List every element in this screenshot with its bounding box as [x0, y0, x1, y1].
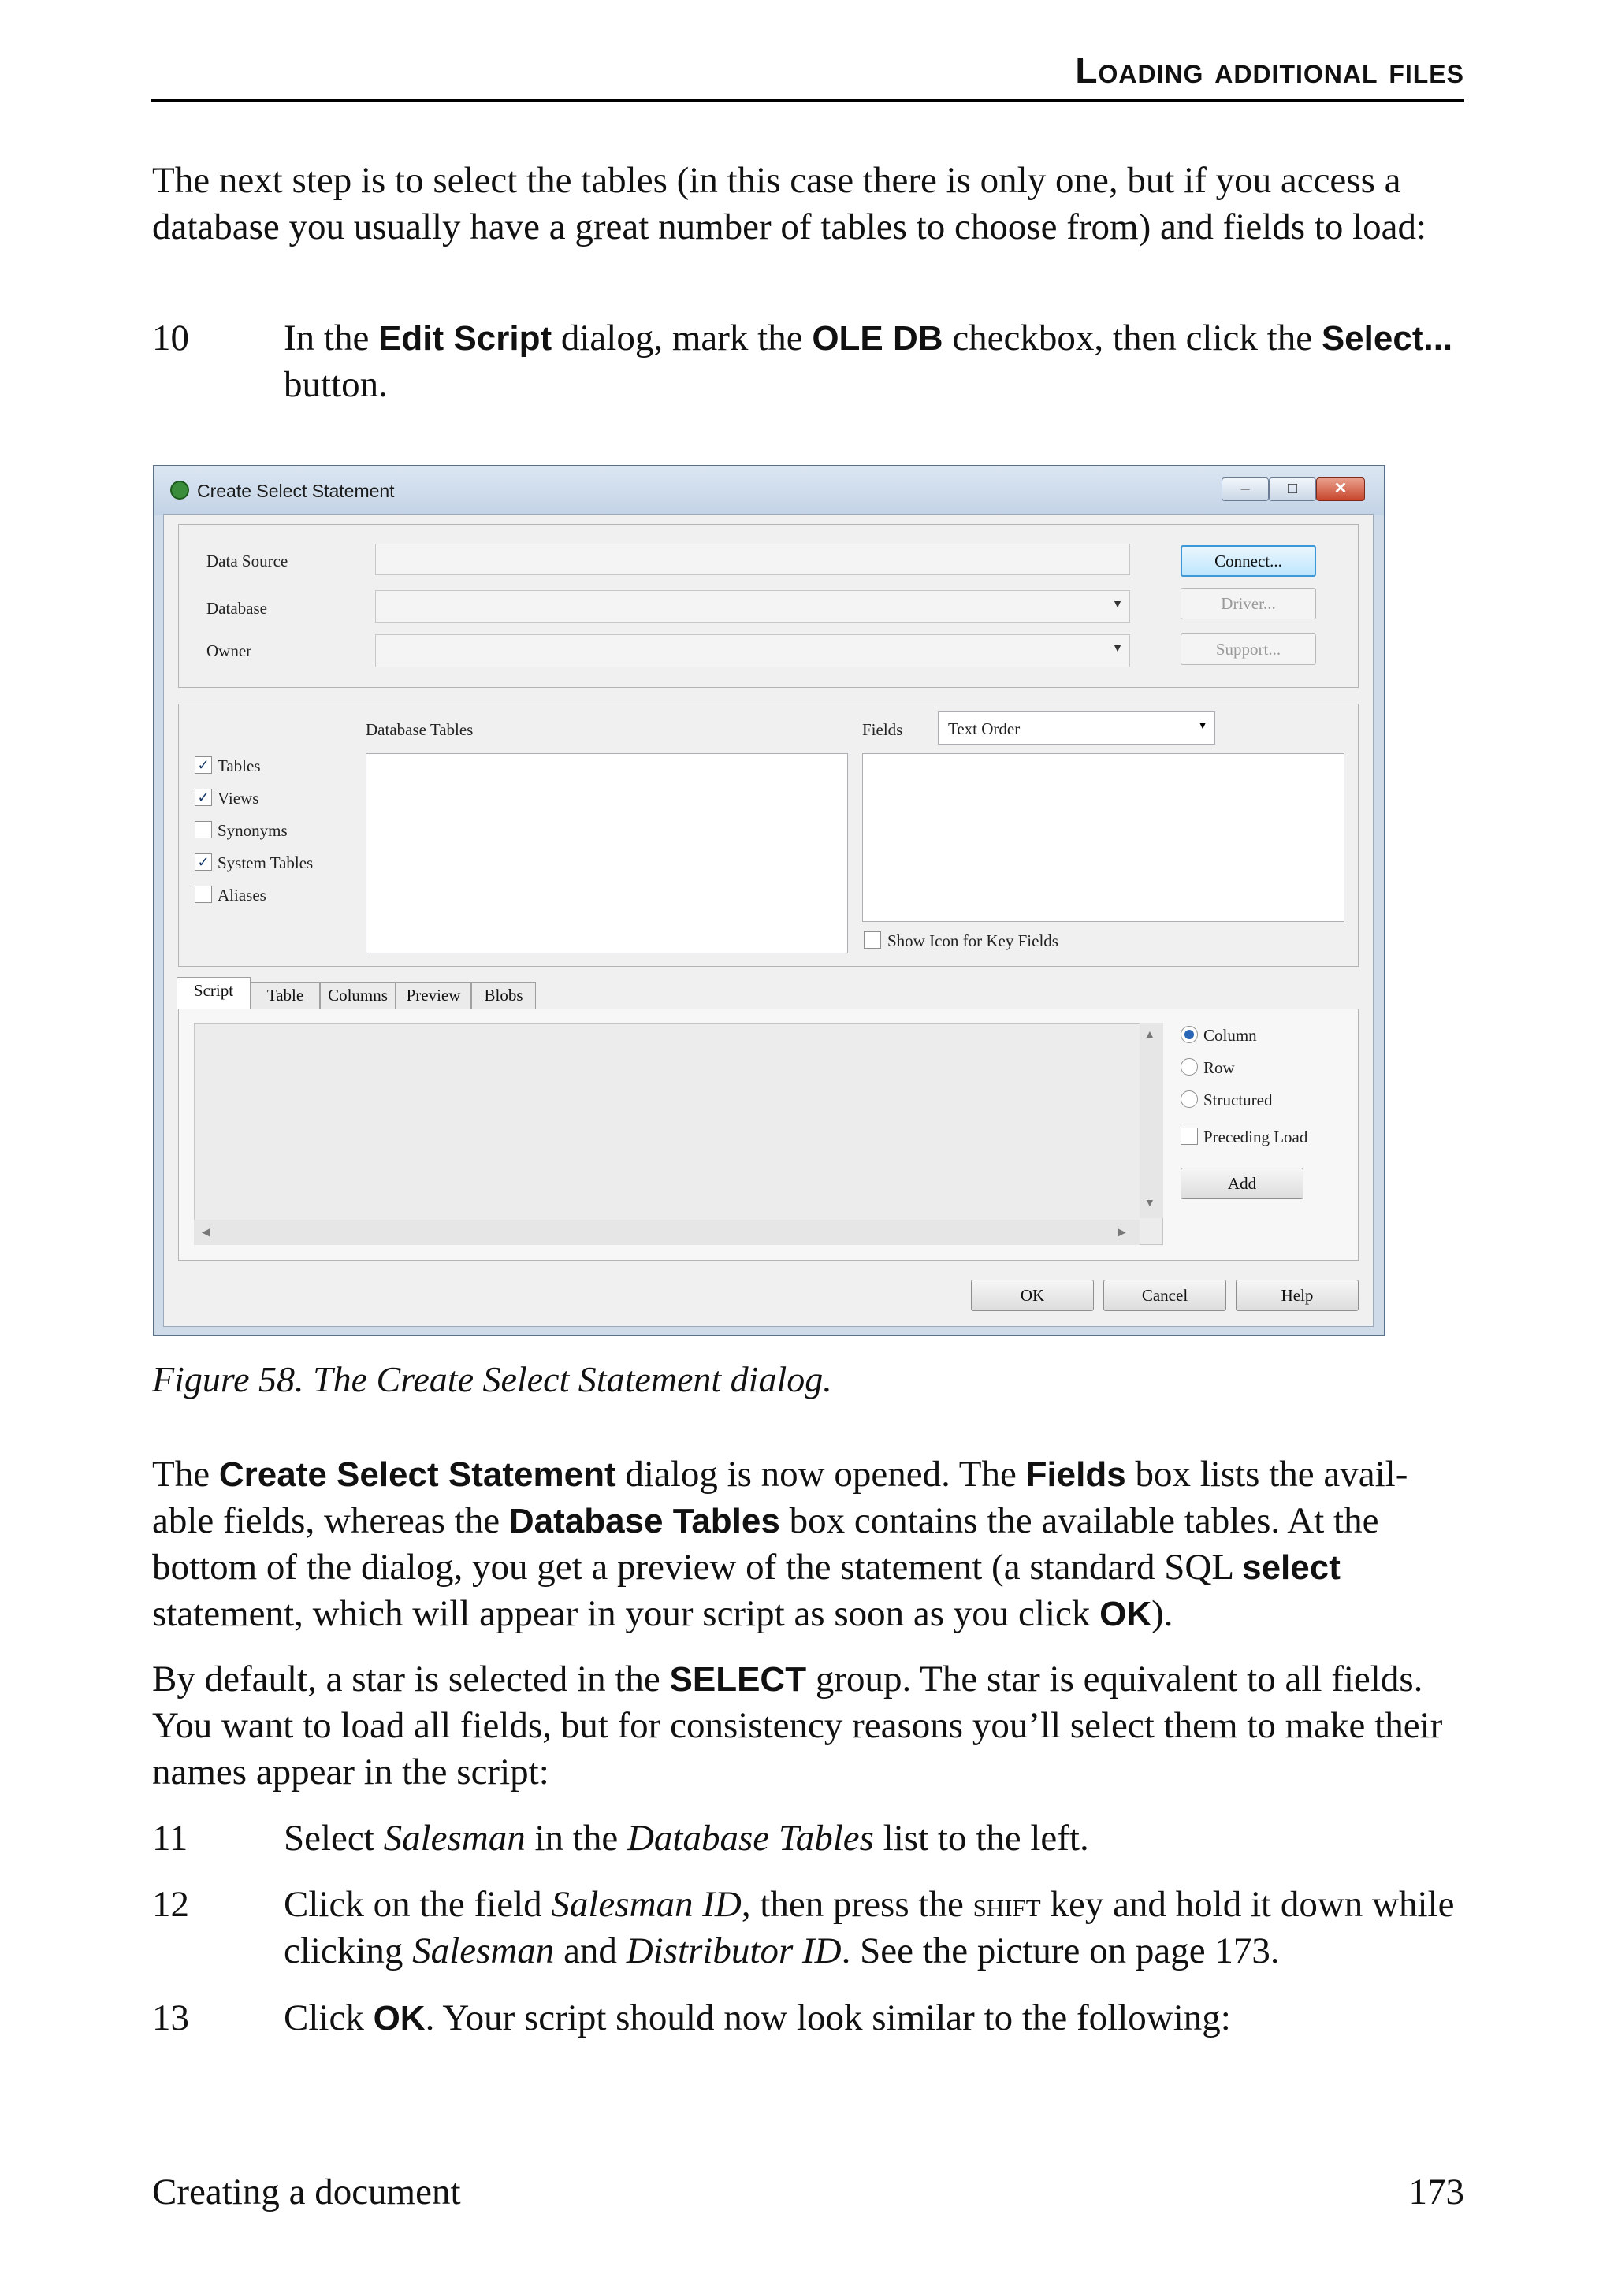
preceding-load-checkbox[interactable] — [1181, 1128, 1198, 1145]
views-checkbox-label: Views — [218, 789, 259, 808]
row-radio[interactable] — [1181, 1058, 1198, 1076]
vertical-scrollbar[interactable] — [1140, 1023, 1163, 1218]
step-13-text: Click OK. Your script should now look similar to the following: — [284, 1997, 1231, 2038]
views-checkbox[interactable]: ✓ — [195, 789, 212, 806]
help-button[interactable]: Help — [1236, 1280, 1359, 1311]
system-tables-checkbox-label: System Tables — [218, 853, 314, 872]
running-header: Loading additional files — [1075, 50, 1464, 91]
scroll-up-icon[interactable]: ▲ — [1144, 1029, 1155, 1041]
structured-radio-label: Structured — [1203, 1090, 1273, 1109]
data-source-field — [375, 544, 1130, 575]
structured-radio[interactable] — [1181, 1090, 1198, 1108]
owner-label: Owner — [206, 641, 252, 660]
add-button[interactable]: Add — [1181, 1168, 1303, 1199]
field-order-select[interactable] — [938, 711, 1215, 745]
database-tables-list[interactable] — [366, 753, 848, 953]
header-rule — [151, 99, 1464, 102]
minimize-button[interactable]: – — [1222, 477, 1269, 501]
fields-list[interactable] — [862, 753, 1344, 922]
synonyms-checkbox[interactable] — [195, 821, 212, 838]
connect-button[interactable]: Connect... — [1181, 545, 1316, 577]
column-radio[interactable] — [1181, 1026, 1198, 1043]
step-number: 11 — [152, 1818, 188, 1859]
intro-paragraph: The next step is to select the tables (in this case there is only one, but if you access a database you usually have a great number of tables to choose from) and fields to load: — [152, 160, 1427, 247]
scroll-down-icon[interactable]: ▼ — [1144, 1198, 1155, 1209]
system-tables-checkbox[interactable]: ✓ — [195, 853, 212, 871]
tab-script[interactable]: Script — [177, 977, 251, 1009]
scroll-right-icon[interactable]: ▶ — [1118, 1227, 1126, 1239]
tables-checkbox[interactable]: ✓ — [195, 756, 212, 774]
aliases-checkbox[interactable] — [195, 886, 212, 903]
show-key-icon-label: Show Icon for Key Fields — [887, 931, 1058, 950]
step-11-text: Select Salesman in the Database Tables list to the left. — [284, 1818, 1089, 1859]
synonyms-checkbox-label: Synonyms — [218, 821, 288, 840]
horizontal-scrollbar[interactable] — [194, 1220, 1140, 1245]
step-number: 10 — [152, 318, 189, 359]
row-radio-label: Row — [1203, 1058, 1235, 1077]
database-tables-label: Database Tables — [366, 720, 474, 739]
driver-button[interactable]: Driver... — [1181, 588, 1316, 619]
show-key-icon-checkbox[interactable] — [864, 931, 881, 949]
dropdown-arrow-icon: ▼ — [1112, 643, 1123, 655]
figure-caption: Figure 58. The Create Select Statement dialog. — [152, 1359, 832, 1399]
body-paragraph-2: The Create Select Statement dialog is now opened. The Fields box lists the avail-able fields, whereas the Database Tables box contains the available tables. At the bottom of the dialog, you get a preview of the statement (a standard SQL select statement, which will appear in your script as soon as you click OK). — [152, 1454, 1408, 1634]
dropdown-arrow-icon: ▼ — [1112, 599, 1123, 611]
step-12-text: Click on the field Salesman ID, then press the shift key and hold it down while clicking Salesman and Distributor ID. See the picture on page 173. — [284, 1884, 1455, 1971]
step-number: 12 — [152, 1884, 189, 1925]
dialog-title: Create Select Statement — [197, 481, 395, 501]
step-10-text: In the Edit Script dialog, mark the OLE DB checkbox, then click the Select... button. — [284, 318, 1453, 405]
preceding-load-label: Preceding Load — [1203, 1128, 1308, 1146]
fields-label: Fields — [862, 720, 903, 739]
dropdown-arrow-icon: ▼ — [1197, 720, 1208, 732]
script-preview-area[interactable] — [194, 1023, 1163, 1245]
column-radio-label: Column — [1203, 1026, 1257, 1045]
tab-preview[interactable]: Preview — [396, 982, 471, 1009]
owner-combo[interactable] — [375, 634, 1130, 667]
field-order-value: Text Order — [948, 719, 1021, 738]
step-number: 13 — [152, 1997, 189, 2038]
tab-blobs[interactable]: Blobs — [471, 982, 536, 1009]
footer-section-title: Creating a document — [152, 2172, 461, 2212]
qlikview-app-icon — [170, 481, 189, 500]
dialog-titlebar — [154, 466, 1384, 515]
close-icon[interactable]: ✕ — [1316, 477, 1365, 501]
page-number: 173 — [1408, 2172, 1464, 2212]
ok-button[interactable]: OK — [971, 1280, 1094, 1311]
database-label: Database — [206, 599, 267, 618]
tab-table[interactable]: Table — [251, 982, 320, 1009]
scroll-left-icon[interactable]: ◀ — [202, 1227, 210, 1239]
cancel-button[interactable]: Cancel — [1103, 1280, 1226, 1311]
aliases-checkbox-label: Aliases — [218, 886, 266, 905]
data-source-label: Data Source — [206, 552, 288, 570]
body-paragraph-3: By default, a star is selected in the SELECT group. The star is equivalent to all fields. You want to load all fields, but for consistency reasons you’ll select them to make their names appear in the script: — [152, 1659, 1443, 1793]
database-combo[interactable] — [375, 590, 1130, 623]
tables-checkbox-label: Tables — [218, 756, 261, 775]
support-button[interactable]: Support... — [1181, 633, 1316, 665]
maximize-button[interactable]: □ — [1269, 477, 1316, 501]
tab-columns[interactable]: Columns — [320, 982, 396, 1009]
